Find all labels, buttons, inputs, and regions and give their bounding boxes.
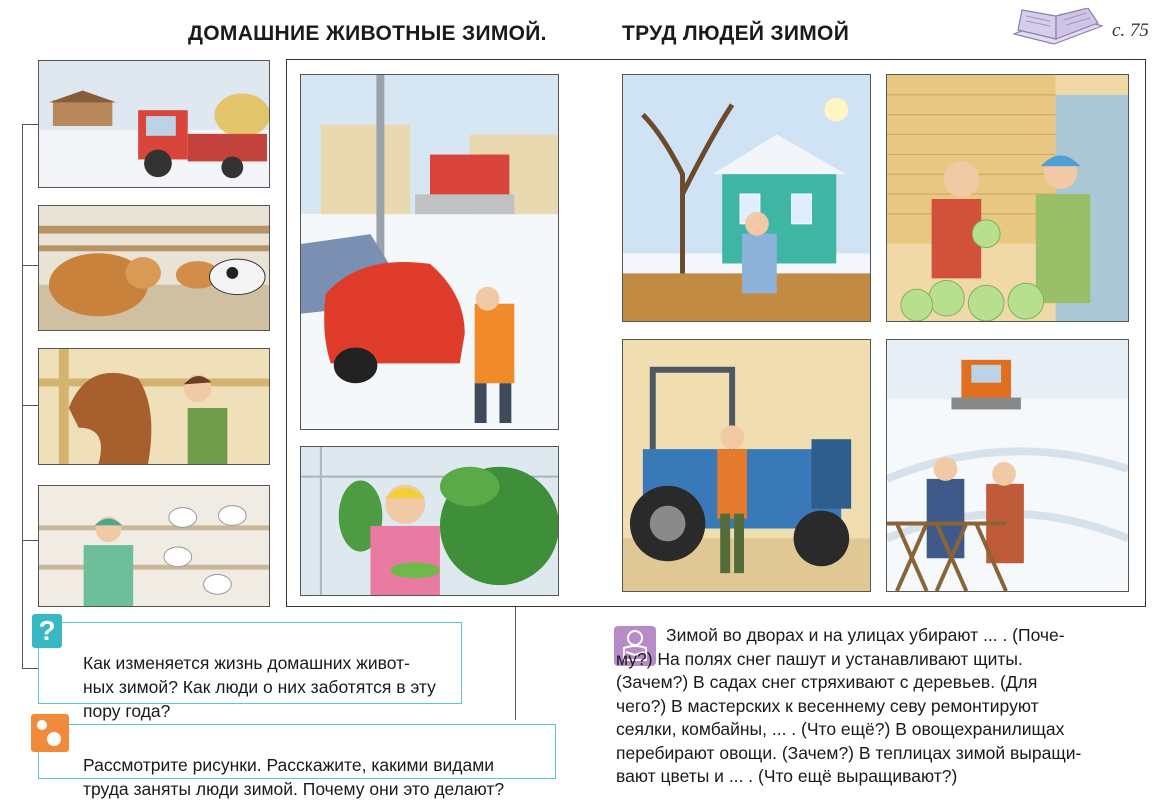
connector-branch xyxy=(22,265,38,266)
picture-cows xyxy=(38,205,270,331)
page-number: с. 75 xyxy=(1112,20,1149,41)
picture-tractor-hay xyxy=(38,60,270,188)
task-text: Рассмотрите рисунки. Расскажите, какими видами труда заняты люди зимой. Почему они это делают? xyxy=(83,755,505,799)
picture-horse xyxy=(38,348,270,465)
task-box xyxy=(38,724,556,799)
picture-snow-field-shields xyxy=(886,339,1129,592)
heading-work: ТРУД ЛЮДЕЙ ЗИМОЙ xyxy=(622,22,850,45)
connector-branch xyxy=(22,124,38,125)
question-box xyxy=(38,622,462,721)
connector-branch xyxy=(22,540,38,541)
connector-branch xyxy=(22,405,38,406)
question-icon: ? xyxy=(32,614,62,648)
reading-text: Зимой во дворах и на улицах убирают ... . (Поче- му?) На полях снег пашут и устанавливают щиты. (Зачем?) В садах снег стряхивают с деревьев. (Для чего?) В мастерских к весеннему севу ремонтируют сеялки, комбайны, ... . (Что ещё?) В овощехранилищах перебирают овощи. (Зачем?) В теплицах зимой выращи- вают цветы и ... . (Что ещё выращивают?) xyxy=(616,625,1082,786)
question-text: Как изменяется жизнь домашних живот- ных зимой? Как люди о них заботятся в эту пору года? xyxy=(83,653,436,721)
picture-shaking-snow-trees xyxy=(622,74,871,322)
divider-line xyxy=(515,607,516,720)
picture-greenhouse-cucumbers xyxy=(300,446,559,596)
picture-tractor-repair xyxy=(622,339,871,592)
dots-icon xyxy=(31,714,69,752)
book-icon xyxy=(1010,8,1105,50)
picture-chickens xyxy=(38,485,270,607)
connector-branch xyxy=(22,668,38,669)
heading-animals: ДОМАШНИЕ ЖИВОТНЫЕ ЗИМОЙ. xyxy=(188,22,547,45)
picture-snow-cleaning xyxy=(300,74,559,430)
connector-vertical xyxy=(22,124,23,669)
picture-vegetable-storage xyxy=(886,74,1129,322)
